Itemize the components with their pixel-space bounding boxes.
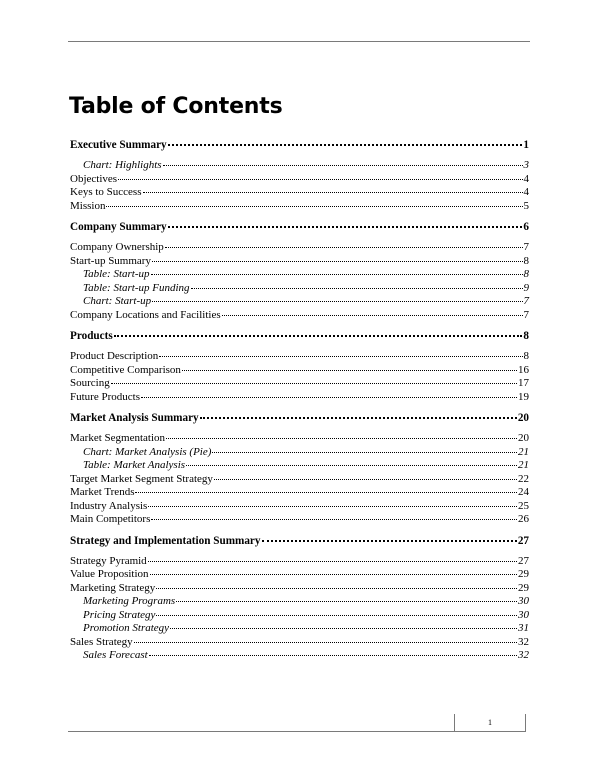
- dot-leader: [148, 498, 517, 507]
- toc-entry-label: Start-up Summary: [70, 254, 151, 267]
- toc-entry-label: Chart: Highlights: [83, 159, 162, 171]
- dot-leader: [262, 532, 517, 542]
- toc-entry-label: Target Market Segment Strategy: [70, 472, 213, 485]
- toc-entry-page: 29: [518, 581, 529, 594]
- dot-leader: [152, 293, 522, 302]
- toc-subentry[interactable]: [70, 649, 529, 663]
- toc-entry-page: 17: [518, 377, 529, 389]
- dot-leader: [106, 198, 522, 207]
- toc-entry-label: Future Products: [70, 390, 140, 403]
- toc-entry-label: Company Summary: [70, 221, 167, 233]
- dot-leader: [200, 409, 517, 419]
- toc-entry-page: 32: [518, 635, 529, 648]
- dot-leader: [152, 253, 523, 262]
- toc-title: Table of Contents: [69, 94, 283, 119]
- toc-entry-label: Sales Forecast: [83, 649, 148, 661]
- toc-entry-label: Product Description: [70, 350, 159, 362]
- toc-entry-page: 22: [518, 472, 529, 485]
- dot-leader: [111, 375, 517, 384]
- table-of-contents: [70, 138, 529, 663]
- dot-leader: [186, 457, 517, 466]
- dot-leader: [176, 593, 517, 602]
- toc-entry-page: 32: [518, 649, 529, 661]
- dot-leader: [151, 266, 523, 275]
- toc-entry-page: 26: [518, 513, 529, 525]
- toc-entry-page: 8: [523, 268, 529, 280]
- toc-entry-page: 21: [518, 459, 529, 471]
- toc-entry-label: Pricing Strategy: [83, 608, 156, 621]
- toc-entry-label: Industry Analysis: [70, 499, 148, 512]
- dot-leader: [118, 171, 522, 180]
- toc-section-entry[interactable]: [70, 534, 529, 549]
- dot-leader: [168, 136, 523, 146]
- header-rule: [68, 41, 530, 42]
- toc-entry[interactable]: [70, 200, 529, 214]
- dot-leader: [149, 647, 517, 656]
- toc-entry-page: 27: [517, 534, 529, 547]
- dot-leader: [163, 157, 523, 166]
- toc-entry-label: Market Segmentation: [70, 432, 166, 444]
- toc-entry-label: Company Ownership: [70, 241, 164, 253]
- toc-entry-page: 8: [523, 254, 529, 267]
- toc-entry-page: 3: [523, 159, 529, 171]
- toc-entry-page: 21: [518, 445, 529, 458]
- toc-entry-page: 20: [517, 412, 529, 424]
- dot-leader: [159, 348, 522, 357]
- toc-entry-page: 24: [518, 486, 529, 498]
- toc-entry-label: Competitive Comparison: [70, 363, 181, 376]
- toc-entry-page: 30: [518, 595, 529, 607]
- toc-entry-page: 8: [523, 350, 529, 362]
- toc-entry-label: Main Competitors: [70, 513, 151, 525]
- toc-entry-label: Executive Summary: [70, 139, 167, 151]
- toc-entry-page: 7: [523, 241, 529, 253]
- toc-entry-page: 16: [518, 363, 529, 376]
- toc-entry-page: 19: [518, 390, 529, 403]
- toc-entry-label: Strategy Pyramid: [70, 554, 147, 567]
- dot-leader: [156, 607, 517, 616]
- dot-leader: [114, 327, 523, 337]
- toc-entry-page: 30: [518, 608, 529, 621]
- dot-leader: [214, 471, 517, 480]
- dot-leader: [165, 239, 523, 248]
- dot-leader: [148, 553, 517, 562]
- toc-entry-page: 20: [518, 432, 529, 444]
- dot-leader: [191, 280, 523, 289]
- toc-entry-page: 9: [523, 281, 529, 294]
- toc-entry-page: 31: [518, 622, 529, 634]
- toc-entry-label: Chart: Market Analysis (Pie): [83, 445, 212, 458]
- toc-entry-label: Promotion Strategy: [83, 622, 170, 634]
- dot-leader: [166, 430, 517, 439]
- dot-leader: [134, 634, 517, 643]
- toc-entry-page: 27: [518, 554, 529, 567]
- toc-entry-label: Sales Strategy: [70, 635, 133, 648]
- dot-leader: [143, 184, 523, 193]
- toc-entry-label: Keys to Success: [70, 186, 142, 198]
- toc-entry-label: Table: Market Analysis: [83, 459, 186, 471]
- dot-leader: [222, 307, 523, 316]
- page-number: 1: [454, 714, 526, 732]
- toc-entry-label: Marketing Programs: [83, 595, 176, 607]
- toc-entry-label: Marketing Strategy: [70, 581, 156, 594]
- toc-entry-page: 29: [518, 568, 529, 580]
- dot-leader: [170, 620, 517, 629]
- toc-section-entry[interactable]: [70, 411, 529, 426]
- toc-entry-label: Sourcing: [70, 377, 110, 389]
- toc-entry-label: Table: Start-up: [83, 268, 150, 280]
- dot-leader: [135, 484, 517, 493]
- toc-entry-page: 7: [523, 308, 529, 321]
- toc-section-entry[interactable]: [70, 138, 529, 153]
- toc-entry-label: Objectives: [70, 172, 118, 185]
- toc-entry-page: 7: [523, 295, 529, 307]
- toc-entry[interactable]: [70, 391, 529, 405]
- toc-entry[interactable]: [70, 309, 529, 323]
- dot-leader: [141, 389, 517, 398]
- toc-entry-label: Market Analysis Summary: [70, 412, 199, 424]
- dot-leader: [168, 218, 523, 228]
- toc-entry-label: Market Trends: [70, 486, 135, 498]
- toc-entry-page: 8: [523, 330, 529, 342]
- toc-entry-label: Strategy and Implementation Summary: [70, 534, 261, 547]
- toc-entry-label: Company Locations and Facilities: [70, 308, 221, 321]
- toc-entry-label: Table: Start-up Funding: [83, 281, 190, 294]
- dot-leader: [151, 511, 517, 520]
- dot-leader: [156, 580, 517, 589]
- toc-section-entry[interactable]: [70, 329, 529, 344]
- toc-entry-label: Chart: Start-up: [83, 295, 152, 307]
- toc-entry[interactable]: [70, 513, 529, 527]
- toc-entry-page: 5: [523, 199, 529, 212]
- toc-entry-page: 4: [523, 186, 529, 198]
- toc-entry-page: 4: [523, 172, 529, 185]
- dot-leader: [212, 444, 517, 453]
- toc-entry-label: Value Proposition: [70, 568, 149, 580]
- toc-entry-page: 1: [523, 139, 529, 151]
- toc-entry-label: Mission: [70, 199, 106, 212]
- toc-entry-page: 6: [523, 221, 529, 233]
- toc-entry-page: 25: [518, 499, 529, 512]
- footer-rule: [68, 731, 455, 732]
- toc-section-entry[interactable]: [70, 220, 529, 235]
- toc-entry-label: Products: [70, 330, 113, 342]
- dot-leader: [150, 566, 517, 575]
- dot-leader: [182, 362, 517, 371]
